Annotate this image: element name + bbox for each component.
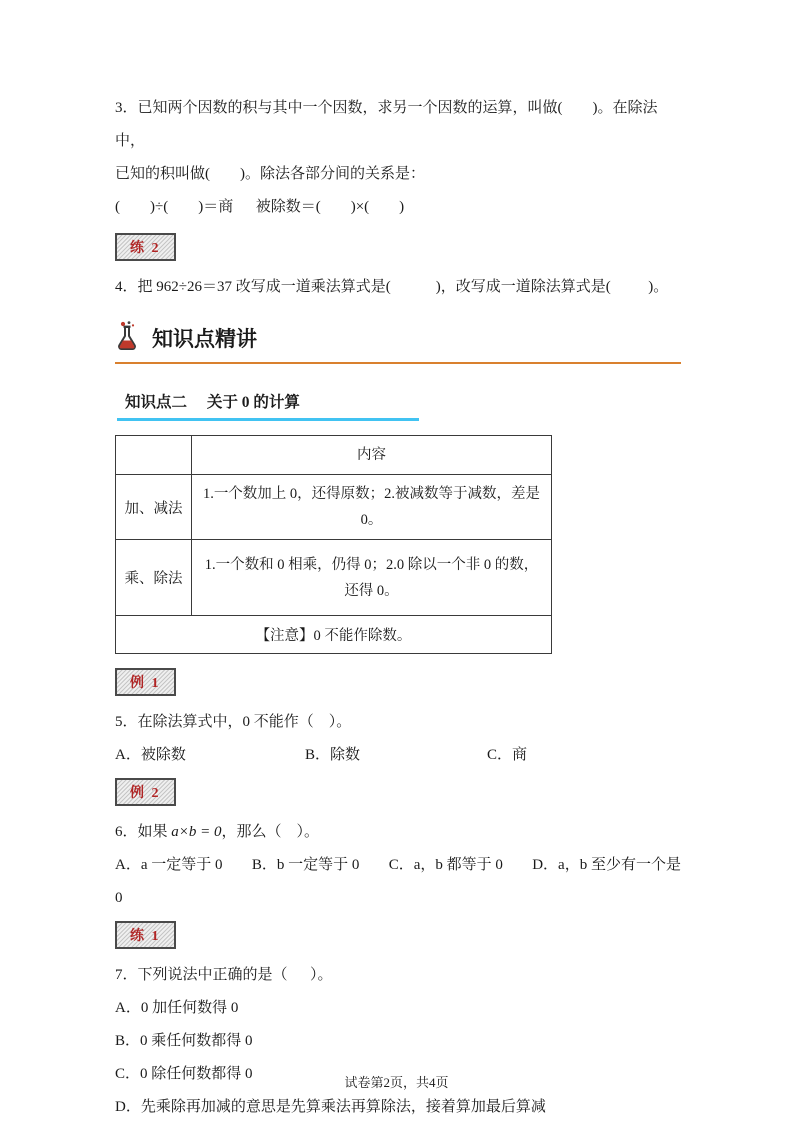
option-a: A．0 加任何数得 0	[115, 1000, 239, 1016]
option-c: C．a，b 都等于 0	[388, 857, 503, 873]
example-1-badge: 例 1	[115, 668, 176, 696]
option-a: A．被除数	[115, 747, 186, 763]
question-6	[115, 816, 681, 849]
table-header-row	[116, 436, 552, 475]
question-4: 4．把 962÷26＝37 改写成一道乘法算式是( )，改写成一道除法算式是( )。	[115, 279, 669, 295]
question-6-option-d-wrap: 0	[115, 890, 123, 906]
question-6-suffix: ，那么（ ）。	[221, 824, 320, 840]
subsection-prefix: 知识点二	[125, 394, 188, 411]
option-b: B．b 一定等于 0	[251, 857, 360, 873]
option-d: D．先乘除再加减的意思是先算乘法再算除法，接着算加最后算减	[115, 1099, 546, 1115]
knowledge-table	[115, 435, 552, 654]
option-c: C．商	[487, 747, 528, 763]
question-5: 5．在除法算式中，0 不能作（ ）。	[115, 714, 352, 730]
question-5-options	[115, 739, 681, 772]
table-header-cell: 内容	[192, 436, 552, 475]
question-3-line2: 已知的积叫做( )。除法各部分间的关系是：	[115, 166, 425, 182]
question-3	[115, 92, 681, 224]
table-note-cell: 【注意】0 不能作除数。	[116, 616, 552, 654]
table-row-content: 1.一个数和 0 相乘，仍得 0；2.0 除以一个非 0 的数，还得 0。	[192, 540, 552, 616]
option-a: A．a 一定等于 0	[115, 857, 223, 873]
option-b: B．除数	[305, 747, 361, 763]
option-c: C．0 除任何数都得 0	[115, 1066, 253, 1082]
table-row-label: 乘、除法	[116, 540, 192, 616]
option-b: B．0 乘任何数都得 0	[115, 1033, 253, 1049]
section-title: 知识点精讲	[152, 327, 257, 351]
table-header-empty-cell	[116, 436, 192, 475]
section-header	[115, 320, 681, 364]
question-7: 7．下列说法中正确的是（ ）。	[115, 967, 333, 983]
subsection-header	[117, 390, 419, 421]
example-2-badge: 例 2	[115, 778, 176, 806]
question-3-line1: 3．已知两个因数的积与其中一个因数，求另一个因数的运算，叫做( )。在除法中，	[115, 100, 658, 149]
page-content	[115, 92, 681, 1122]
table-note-row	[116, 616, 552, 654]
question-6-math: a×b = 0	[171, 824, 222, 840]
question-6-options	[115, 849, 681, 882]
table-row-content: 1.一个数加上 0，还得原数；2.被减数等于减数，差是 0。	[192, 475, 552, 540]
flask-icon	[115, 320, 143, 355]
practice-2-badge: 练 2	[115, 233, 176, 261]
page-footer: 试卷第2页，共4页	[344, 1075, 449, 1090]
table-row-label: 加、减法	[116, 475, 192, 540]
subsection-title: 关于 0 的计算	[206, 394, 300, 411]
option-d: D．a，b 至少有一个是	[532, 857, 681, 873]
table-row	[116, 540, 552, 616]
practice-1-badge: 练 1	[115, 921, 176, 949]
table-row	[116, 475, 552, 540]
question-6-prefix: 6．如果	[115, 824, 172, 840]
question-3-line3: ( )÷( )＝商 被除数＝( )×( )	[115, 199, 405, 215]
